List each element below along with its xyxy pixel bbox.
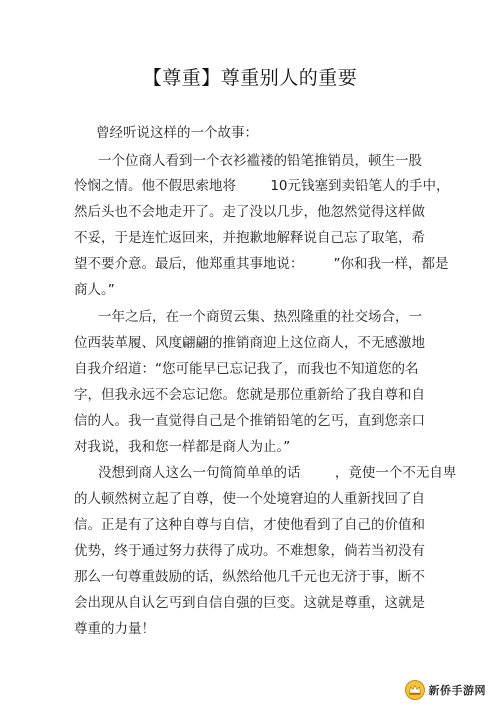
text-line: 的人顿然树立起了自尊，使一个处境窘迫的人重新找回了自 (74, 491, 425, 507)
text-line: 商人。” (74, 282, 115, 298)
text-line: 信。正是有了这种自尊与自信，才使他看到了自己的价值和 (74, 517, 425, 533)
text-line: 会出现从自认乞丐到自信自强的巨变。这就是尊重，这就是 (74, 595, 425, 611)
text-line: 曾经听说这样的一个故事： (96, 125, 258, 141)
text-line: 没想到商人这么一句简简单单的话 ，竟使一个不无自卑 (98, 465, 457, 481)
text-line: 尊重的力量！ (74, 621, 155, 637)
text-line: 位西装革履、风度翩翩的推销商迎上这位商人，不无感激地 (74, 335, 425, 351)
text-line: 对我说，我和您一样都是商人为止。” (74, 439, 291, 455)
text-line: 优势，终于通过努力获得了成功。不难想象，倘若当初没有 (74, 543, 425, 559)
text-line: 一个位商人看到一个衣衫褴褛的铅笔推销员，顿生一股 (98, 153, 422, 169)
watermark-text: 新侨手游网 (428, 684, 486, 697)
text-line: 字，但我永远不会忘记您。您就是那位重新给了我自尊和自 (74, 387, 425, 403)
text-line: 然后头也不会地走开了。走了没以几步，他忽然觉得这样做 (74, 204, 425, 220)
text-line: 一年之后，在一个商贸云集、热烈隆重的社交场合，一 (98, 309, 422, 325)
text-line: 不妥，于是连忙返回来，并抱歉地解释说自己忘了取笔，希 (74, 230, 425, 246)
document-title: 【尊重】尊重别人的重要 (142, 67, 358, 89)
site-watermark (403, 678, 493, 702)
text-line: 怜悯之情。他不假思索地将 10元钱塞到卖铅笔人的手中， (74, 178, 450, 194)
text-line: 望不要介意。最后，他郑重其事地说： ”你和我一样，都是 (74, 256, 449, 272)
crown-logo-icon (405, 680, 425, 700)
text-line: 那么一句尊重鼓励的话，纵然给他几千元也无济于事，断不 (74, 569, 425, 585)
text-line: 自我介绍道：“您可能早已忘记我了，而我也不知道您的名 (74, 361, 419, 377)
text-line: 信的人。我一直觉得自己是个推销铅笔的乞丐，直到您亲口 (74, 413, 425, 429)
